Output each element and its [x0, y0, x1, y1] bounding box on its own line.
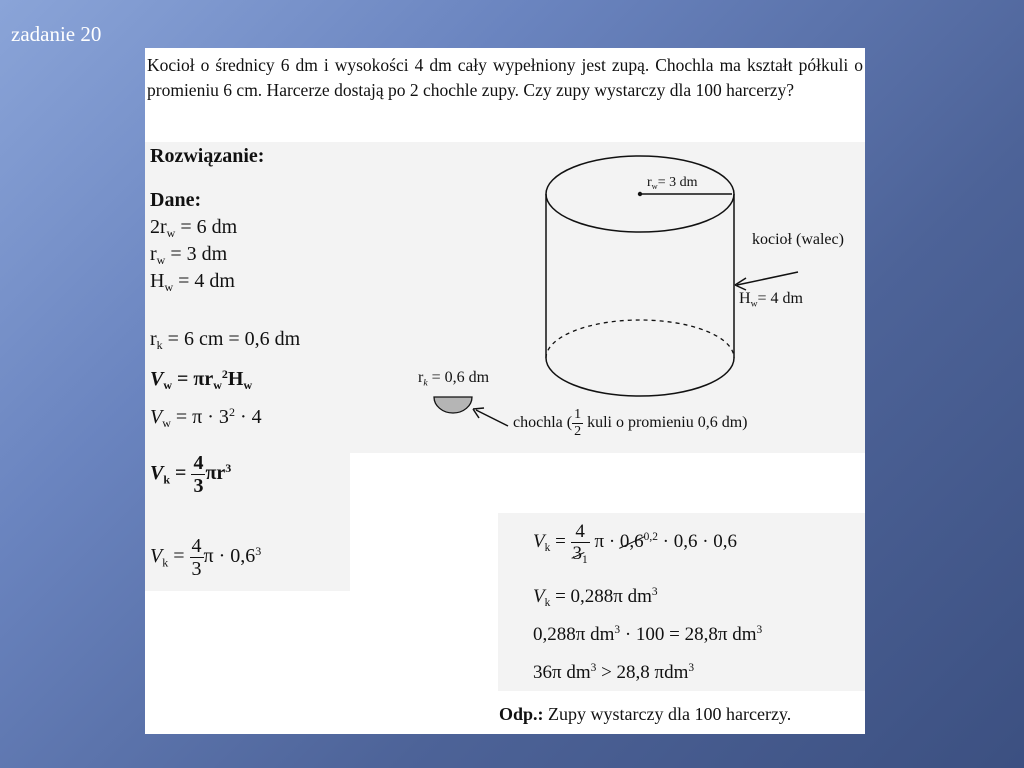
- cyl-r-sub: w: [213, 378, 222, 393]
- given-height-lhs: H: [150, 270, 165, 292]
- ladle-radius-label: [418, 369, 489, 387]
- c4-mid: > 28,8 πdm: [596, 662, 689, 683]
- c3-lhs: 0,288π dm: [533, 624, 615, 645]
- given-heading: Dane:: [150, 189, 202, 211]
- given-ladle-rhs: = 6 cm = 0,6 dm: [162, 328, 301, 350]
- c1-v-sub: k: [544, 541, 551, 554]
- cylc-tail: · 4: [234, 406, 262, 428]
- problem-statement: [147, 53, 863, 103]
- calc-line-3: [533, 624, 762, 646]
- c3-mid: · 100 = 28,8π dm: [620, 624, 757, 645]
- ladle-label-pre: chochla (: [513, 414, 573, 432]
- radius-label-r: r: [647, 175, 652, 190]
- c3-sup2: 3: [756, 624, 763, 637]
- problem-text: Kocioł o średnicy 6 dm i wysokości 4 dm cały wypełniony jest zupą. Chochla ma kształt półkuli o promieniu 6 cm. Harcerze dostają po 2 chochle zupy. Czy zupy wystarczy dla 100 harcerzy?: [147, 55, 863, 100]
- c2-v: V: [533, 586, 545, 607]
- answer-text: Zupy wystarczy dla 100 harcerzy.: [543, 704, 792, 724]
- cylinder-bottom-back: [546, 320, 734, 358]
- ladle-label-den: 2: [574, 424, 582, 439]
- cylinder-label: kocioł (walec): [752, 231, 844, 248]
- ladle-label: [513, 408, 748, 439]
- cylc-sup: 2: [228, 404, 235, 419]
- ladle-radius-r: r: [418, 369, 424, 386]
- ladle-label-frac: [572, 408, 583, 439]
- given-ladle-lhs: r: [150, 328, 157, 350]
- ladc-tail: π · 0,6: [203, 545, 256, 568]
- given-ladle-sub: k: [156, 338, 163, 353]
- cyl-v-sub: w: [163, 378, 173, 393]
- ladle-arrow: [476, 410, 508, 426]
- c1-v: V: [533, 530, 545, 552]
- ladle-label-num: 1: [574, 407, 582, 422]
- answer: [499, 704, 791, 725]
- radius-label-sub: w: [651, 181, 658, 191]
- ladc-v-sub: k: [162, 555, 169, 570]
- height-label-value: = 4 dm: [757, 290, 803, 307]
- c1-eq: =: [550, 530, 571, 552]
- cyl-v: V: [150, 368, 164, 390]
- c4-sup2: 3: [688, 662, 695, 675]
- cylc-v: V: [150, 406, 163, 428]
- ladle-volume-calc: [150, 536, 261, 579]
- c2-rhs: = 0,288π dm: [550, 586, 652, 607]
- lad-eq: =: [170, 462, 192, 485]
- given-radius-sub: w: [156, 253, 166, 268]
- given-ladle-radius: [150, 328, 300, 351]
- calc-line-2: [533, 586, 658, 608]
- cylc-rhs: = π · 3: [170, 406, 229, 428]
- c3-sup1: 3: [614, 624, 621, 637]
- solution-heading: Rozwiązanie:: [150, 145, 265, 167]
- c2-v-sub: k: [544, 596, 551, 609]
- c1-den-value: 3: [572, 543, 583, 564]
- ladle-volume-formula: [150, 453, 231, 496]
- height-label-sub: w: [750, 298, 758, 310]
- c4-lhs: 36π dm: [533, 662, 591, 683]
- lad-frac: [191, 453, 205, 496]
- given-height: [150, 270, 235, 293]
- cyl-r-sup: 2: [221, 366, 228, 381]
- height-label: [739, 290, 803, 308]
- ladle-label-post: kuli o promieniu 0,6 dm): [583, 414, 748, 432]
- white-gap-2: [350, 498, 498, 691]
- ladle-hemisphere: [434, 397, 472, 413]
- radius-label: [647, 175, 698, 191]
- ladc-den: 3: [191, 558, 202, 580]
- calc-line-1: [533, 521, 738, 566]
- cyl-h-sub: w: [243, 378, 253, 393]
- c1-tail: · 0,6 · 0,6: [657, 530, 738, 552]
- c1-num: 4: [571, 522, 590, 543]
- c1-struck: 0,6: [619, 530, 644, 552]
- cylinder-volume-formula: [150, 368, 252, 391]
- cylc-v-sub: w: [162, 416, 171, 431]
- worksheet: [145, 48, 865, 734]
- lad-tail: πr: [205, 462, 226, 485]
- given-diameter-sub: w: [166, 226, 176, 241]
- given-height-sub: w: [164, 280, 174, 295]
- c1-mid: π ·: [589, 530, 620, 552]
- given-radius: [150, 243, 227, 266]
- slide-title: zadanie 20: [11, 22, 102, 46]
- lad-num: 4: [193, 452, 204, 474]
- c1-frac: [571, 521, 590, 566]
- ladle-radius-value: = 0,6 dm: [427, 369, 490, 386]
- radius-label-value: = 3 dm: [657, 175, 698, 190]
- c4-sup1: 3: [590, 662, 597, 675]
- lad-v-sub: k: [163, 472, 171, 487]
- ladc-num: 4: [191, 535, 202, 557]
- ladc-eq: =: [168, 545, 190, 568]
- given-diameter: [150, 216, 237, 239]
- given-height-rhs: = 4 dm: [173, 270, 235, 292]
- given-diameter-rhs: = 6 dm: [175, 216, 238, 238]
- lad-sup: 3: [225, 460, 232, 475]
- ladle-radius-sub: k: [423, 377, 428, 389]
- c1-cancel-value: 0,2: [643, 531, 658, 544]
- lad-v: V: [150, 462, 164, 485]
- ladc-v: V: [150, 545, 163, 568]
- ladc-sup: 3: [255, 543, 262, 558]
- c1-den-cancel: 1: [582, 553, 588, 566]
- c2-sup: 3: [651, 586, 658, 599]
- cyl-h: H: [227, 368, 244, 390]
- calc-line-4: [533, 662, 694, 684]
- center-dot: [638, 192, 642, 196]
- height-label-h: H: [739, 290, 751, 307]
- given-radius-rhs: = 3 dm: [165, 243, 228, 265]
- ladc-frac: [190, 536, 204, 579]
- answer-label: Odp.:: [499, 704, 544, 724]
- cylinder-bottom-front: [546, 358, 734, 396]
- given-diameter-lhs: 2r: [150, 216, 167, 238]
- lad-den: 3: [193, 475, 204, 497]
- c1-den: [571, 543, 590, 566]
- cyl-eq: = πr: [172, 368, 214, 390]
- cylinder-volume-calc: [150, 406, 262, 429]
- given-radius-lhs: r: [150, 243, 157, 265]
